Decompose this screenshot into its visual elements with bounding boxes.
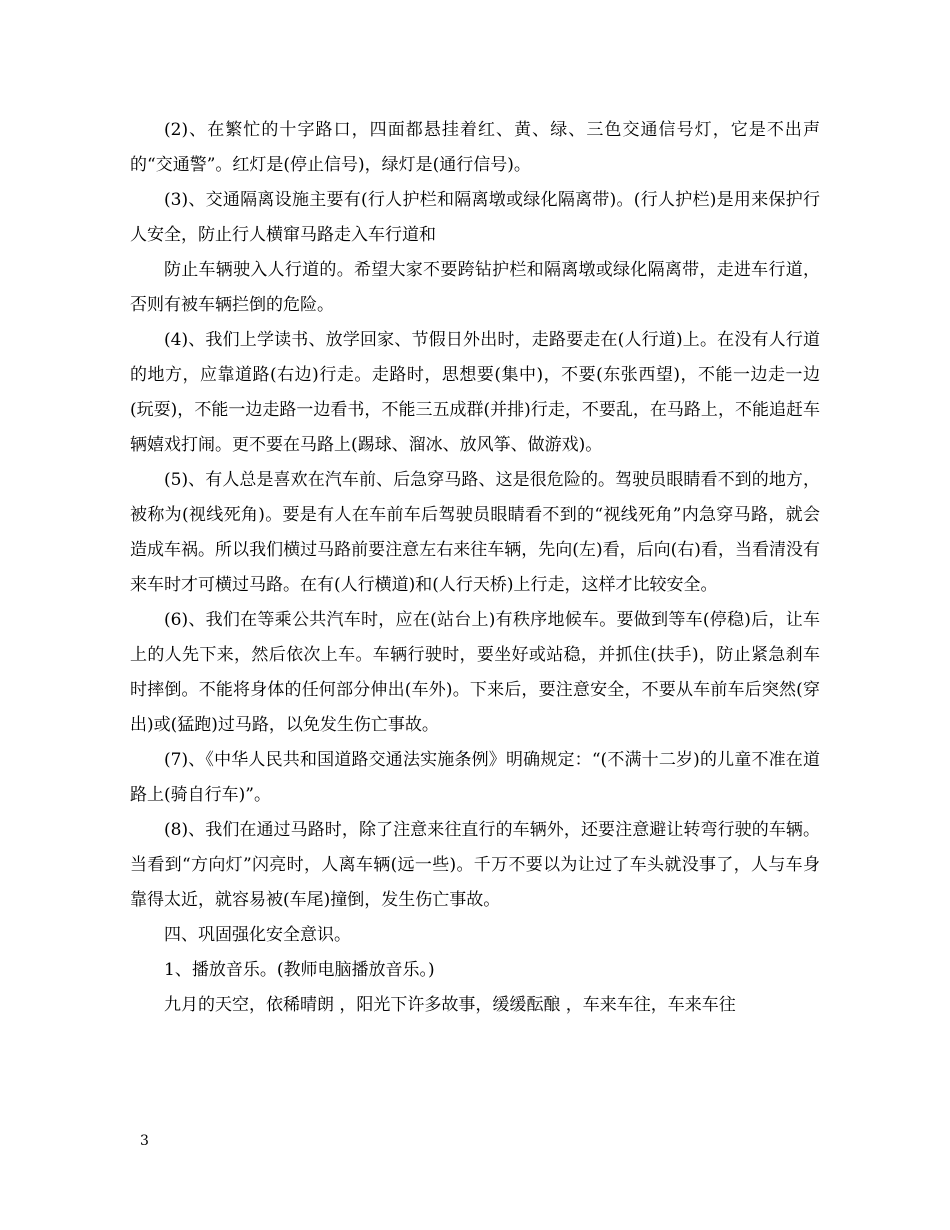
paragraph-5: (5)、有人总是喜欢在汽车前、后急穿马路、这是很危险的。驾驶员眼睛看不到的地方，被称为(视线死角)。要是有人在车前车后驾驶员眼睛看不到的“视线死角”内急穿马路，就会造成车祸。所以我们横过马路前要注意左右来往车辆，先向(左)看，后向(右)看，当看清没有来车时才可横过马路。在有(人行横道)和(人行天桥)上行走，这样才比较安全。 xyxy=(130,470,820,595)
paragraph-3: (3)、交通隔离设施主要有(行人护栏和隔离墩或绿化隔离带)。(行人护栏)是用来保护行人安全，防止行人横窜马路走入车行道和 xyxy=(130,190,820,245)
lyrics-line: 九月的天空，依稀晴朗 ，阳光下许多故事，缓缓酝酿 ，车来车往，车来车往 xyxy=(164,995,736,1015)
paragraph-3-continued: 防止车辆驶入人行道的。希望大家不要跨钻护栏和隔离墩或绿化隔离带，走进车行道，否则有被车辆拦倒的危险。 xyxy=(130,260,820,315)
page-number: 3 xyxy=(140,1133,149,1149)
section-heading: 四、巩固强化安全意识。 xyxy=(164,925,351,945)
paragraph-6: (6)、我们在等乘公共汽车时，应在(站台上)有秩序地候车。要做到等车(停稳)后，让车上的人先下来，然后依次上车。车辆行驶时，要坐好或站稳，并抓住(扶手)，防止紧急刹车时摔倒。不能将身体的任何部分伸出(车外)。下来后，要注意安全，不要从车前车后突然(穿出)或(猛跑)过马路，以免发生伤亡事故。 xyxy=(130,610,820,735)
paragraph-8: (8)、我们在通过马路时，除了注意来往直行的车辆外，还要注意避让转弯行驶的车辆。当看到“方向灯”闪亮时，人离车辆(远一些)。千万不要以为让过了车头就没事了，人与车身靠得太近，就容易被(车尾)撞倒，发生伤亡事故。 xyxy=(130,820,820,910)
paragraph-2: (2)、在繁忙的十字路口，四面都悬挂着红、黄、绿、三色交通信号灯，它是不出声的“交通警”。红灯是(停止信号)，绿灯是(通行信号)。 xyxy=(130,120,820,175)
paragraph-4: (4)、我们上学读书、放学回家、节假日外出时，走路要走在(人行道)上。在没有人行道的地方，应靠道路(右边)行走。走路时，思想要(集中)，不要(东张西望)，不能一边走一边(玩耍)，不能一边走路一边看书，不能三五成群(并排)行走，不要乱，在马路上，不能追赶车辆嬉戏打闹。更不要在马路上(踢球、溜冰、放风筝、做游戏)。 xyxy=(130,330,820,455)
list-item-1: 1、播放音乐。(教师电脑播放音乐。) xyxy=(164,960,435,980)
body-text xyxy=(130,113,820,1023)
paragraph-7: (7)、《中华人民共和国道路交通法实施条例》明确规定：“(不满十二岁)的儿童不准在道路上(骑自行车)”。 xyxy=(130,750,820,805)
